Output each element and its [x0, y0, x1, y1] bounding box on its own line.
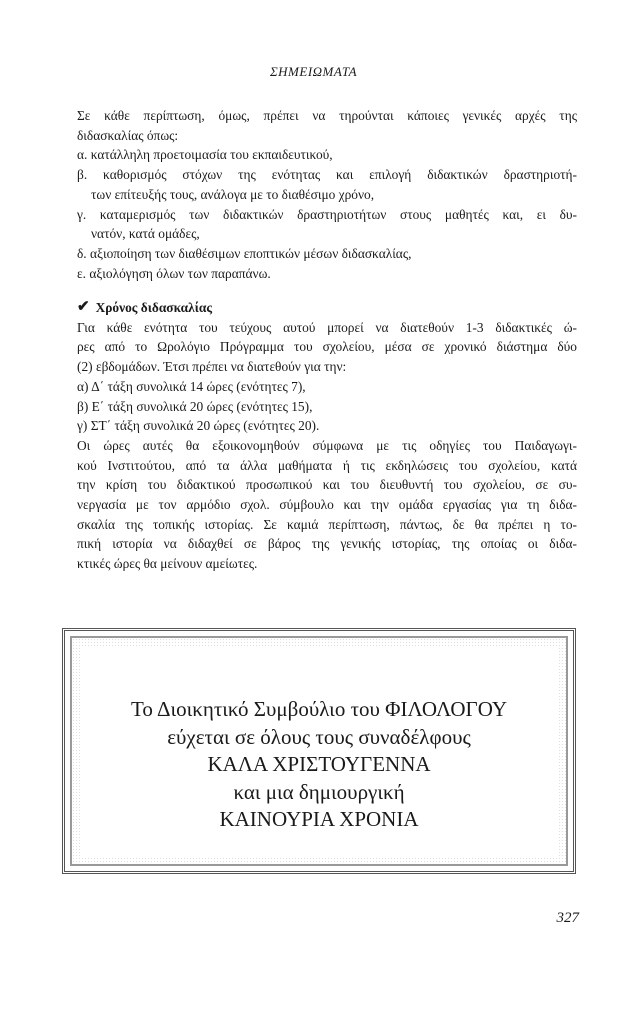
paragraph-line: νεργασία με τον αρμόδιο σχολ. σύμβουλο και την ομάδα εργασίας για τη διδα- [77, 497, 577, 513]
paragraph-line: (2) εβδομάδων. Έτσι πρέπει να διατεθούν για την: [77, 359, 347, 375]
greeting-line: και μια δημιουργική [233, 779, 405, 804]
paragraph-line: κού Ινστιτούτου, από τα άλλα μαθήματα ή τις εκδηλώσεις του σχολείου, κατά [77, 457, 577, 473]
page-number: 327 [556, 910, 579, 926]
paragraph-line: την κρίση του διδακτικού προσωπικού και του διευθυντή του σχολείου, σε συ- [77, 477, 577, 493]
grade-item: β) Ε΄ τάξη συνολικά 20 ώρες (ενότητες 15), [77, 398, 313, 414]
frame-border [70, 636, 568, 866]
list-item-a: α. κατάλληλη προετοιμασία του εκπαιδευτικού, [77, 147, 333, 163]
greeting-line: Το Διοικητικό Συμβούλιο του ΦΙΛΟΛΟΓΟΥ [130, 697, 507, 721]
page-header: ΣΗΜΕΙΩΜΑΤΑ [269, 64, 358, 79]
greeting-line: εύχεται σε όλους τους συναδέλφους [167, 724, 471, 749]
list-item-b: β. καθορισμός στόχων της ενότητας και επιλογή διδακτικών δραστηριοτή- [77, 167, 577, 183]
list-item-c: γ. καταμερισμός των διδακτικών δραστηριοτήτων στους μαθητές και, ει δυ- [77, 206, 577, 222]
teaching-time-section [77, 298, 577, 574]
paragraph-line: ρες από το Ωρολόγιο Πρόγραμμα του σχολείου, μέσα σε χρονικό διάστημα δύο [77, 339, 577, 355]
paragraph-line: σκαλία της τοπικής ιστορίας. Σε καμιά περίπτωση, πάντως, δε θα πρέπει η το- [77, 516, 577, 532]
section-heading [77, 298, 577, 318]
greeting-text [80, 696, 558, 834]
greeting-frame [62, 628, 576, 874]
list-item-b-cont: των επίτευξής τους, ανάλογα με το διαθέσιμο χρόνο, [91, 186, 375, 202]
checkmark-icon: ✔ [77, 299, 90, 315]
intro-line: Σε κάθε περίπτωση, όμως, πρέπει να τηρούνται κάποιες γενικές αρχές της [77, 108, 577, 123]
section-title: Χρόνος διδασκαλίας [95, 300, 212, 315]
intro-paragraph [77, 106, 577, 283]
paragraph-line: Για κάθε ενότητα του τεύχους αυτού μπορεί να διατεθούν 1-3 διδακτικές ώ- [77, 319, 577, 335]
list-item-c-cont: νατόν, κατά ομάδες, [91, 226, 200, 242]
greeting-line: ΚΑΙΝΟΥΡΙΑ ΧΡΟΝΙΑ [219, 807, 419, 831]
grade-item: α) Δ΄ τάξη συνολικά 14 ώρες (ενότητες 7), [77, 378, 306, 394]
list-item-e: ε. αξιολόγηση όλων των παραπάνω. [77, 265, 271, 281]
list-item-d: δ. αξιοποίηση των διαθέσιμων εποπτικών μέσων διδασκαλίας, [77, 245, 412, 261]
grade-item: γ) ΣΤ΄ τάξη συνολικά 20 ώρες (ενότητες 20). [77, 418, 320, 434]
greeting-box [80, 646, 558, 856]
paragraph-line: πική ιστορία να διδαχθεί σε βάρος της γενικής ιστορίας, της οποίας οι διδα- [77, 536, 577, 552]
greeting-line: ΚΑΛΑ ΧΡΙΣΤΟΥΓΕΝΝΑ [207, 752, 431, 776]
intro-line: διδασκαλίας όπως: [77, 127, 179, 143]
paragraph-line: κτικές ώρες θα μείνουν αμείωτες. [77, 556, 258, 572]
paragraph-line: Οι ώρες αυτές θα εξοικονομηθούν σύμφωνα με τις οδηγίες του Παιδαγωγι- [77, 437, 577, 453]
